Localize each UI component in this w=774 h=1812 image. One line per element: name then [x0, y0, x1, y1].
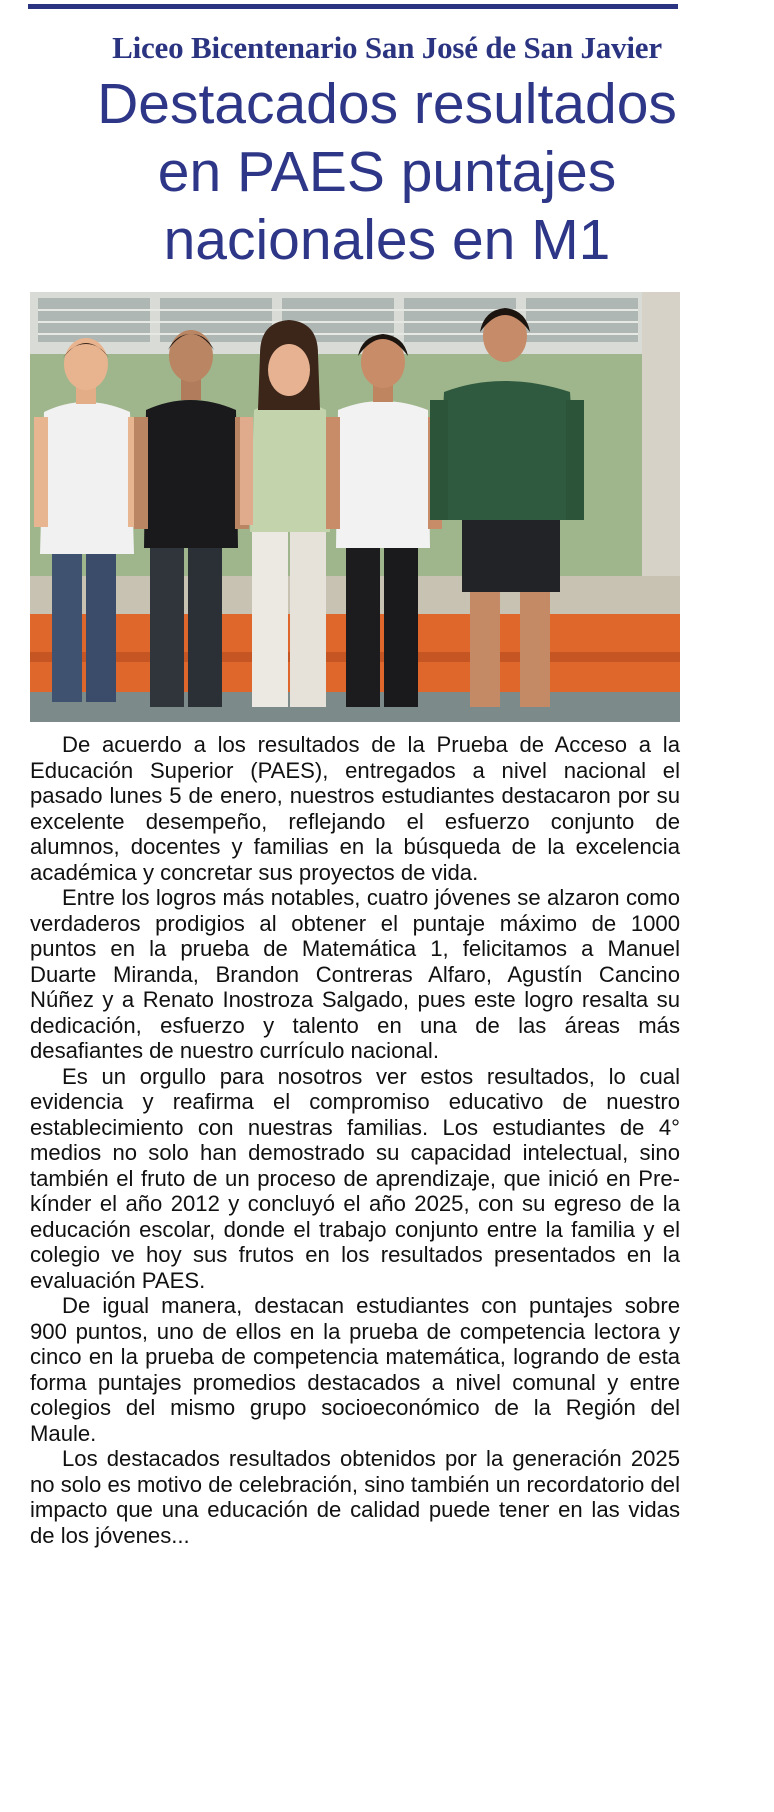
article-headline — [0, 70, 774, 274]
paragraph-5: Los destacados resultados obtenidos por la generación 2025 no solo es motivo de celebración, sino también un recordatorio del impacto que una educación de calidad puede tener en las vidas de los jóvenes... — [30, 1446, 680, 1548]
group-photo — [30, 292, 680, 722]
headline-line-1: Destacados resultados — [97, 72, 677, 136]
paragraph-4: De igual manera, destacan estudiantes con puntajes sobre 900 puntos, uno de ellos en la prueba de competencia lectora y cinco en la prueba de competencia matemática, logrando de esta forma puntajes promedios destacados a nivel comunal y entre colegios del mismo grupo socioeconómico de la Región del Maule. — [30, 1293, 680, 1446]
top-rule — [28, 4, 678, 9]
headline-line-2: en PAES puntajes — [157, 140, 617, 204]
article-kicker: Liceo Bicentenario San José de San Javier — [112, 30, 662, 65]
paragraph-3: Es un orgullo para nosotros ver estos resultados, lo cual evidencia y reafirma el compromiso educativo de nuestro establecimiento con nuestras familias. Los estudiantes de 4° medios no solo han demostrado su capacidad intelectual, sino también el fruto de un proceso de aprendizaje, que inició en Pre-kínder el año 2012 y concluyó el año 2025, con su egreso de la educación escolar, donde el trabajo conjunto entre la familia y el colegio ve hoy sus frutos en los resultados presentados en la evaluación PAES. — [30, 1063, 680, 1293]
paragraph-1: De acuerdo a los resultados de la Prueba de Acceso a la Educación Superior (PAES), entregados a nivel nacional el pasado lunes 5 de enero, nuestros estudiantes destacaron por su excelente desempeño, reflejando el esfuerzo conjunto de alumnos, docentes y familias en la búsqueda de la excelencia académica y concretar sus proyectos de vida. — [30, 732, 680, 885]
paragraph-2: Entre los logros más notables, cuatro jóvenes se alzaron como verdaderos prodigios al obtener el puntaje máximo de 1000 puntos en la prueba de Matemática 1, felicitamos a Manuel Duarte Miranda, Brandon Contreras Alfaro, Agustín Cancino Núñez y a Renato Inostroza Salgado, pues este logro resalta su dedicación, esfuerzo y talento en una de las áreas más desafiantes de nuestro currículo nacional. — [30, 885, 680, 1063]
headline-line-3: nacionales en M1 — [163, 208, 611, 272]
article-body — [30, 732, 680, 1548]
